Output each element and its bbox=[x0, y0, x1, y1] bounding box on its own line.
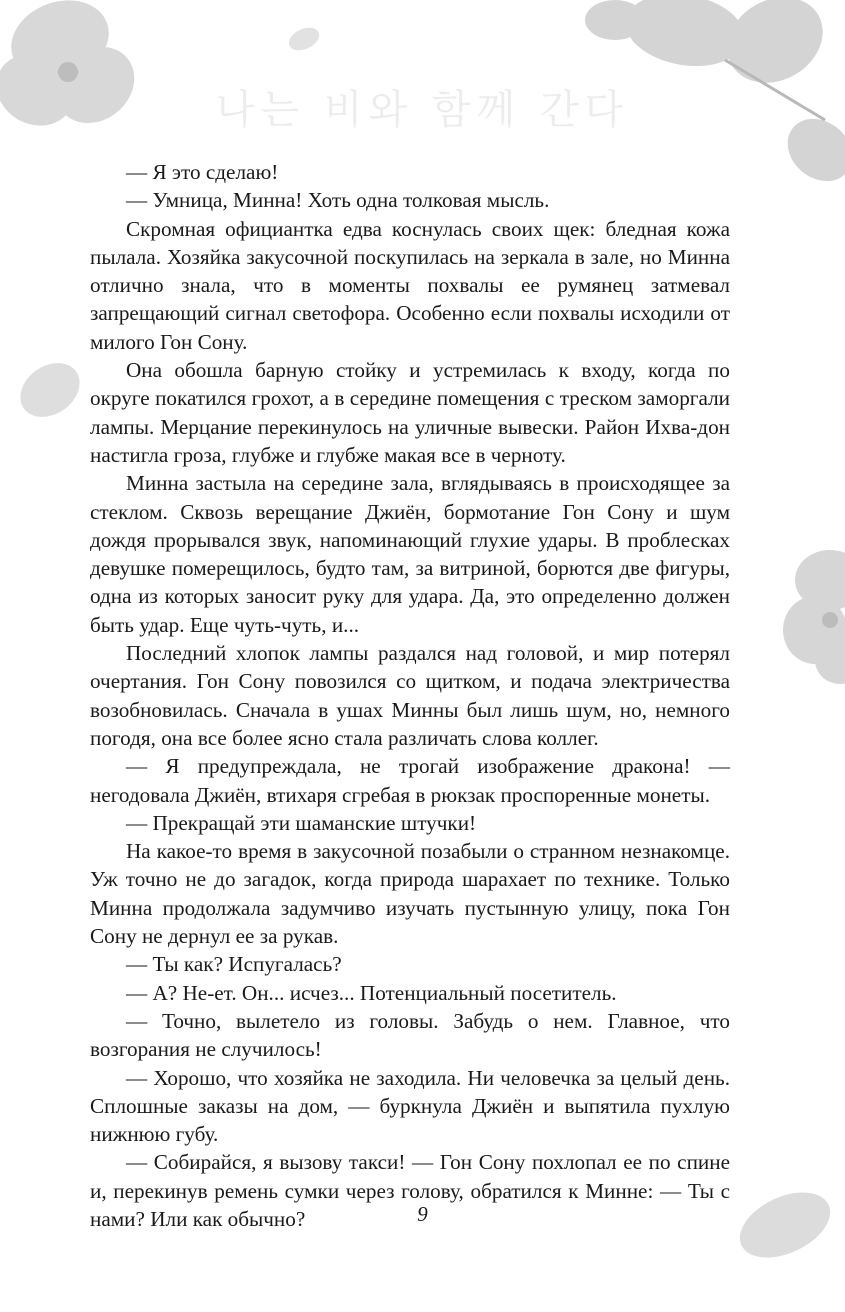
running-title: 나는 비와 함께 간다 bbox=[215, 87, 630, 133]
flower-decoration-right bbox=[770, 540, 845, 690]
petal-decoration-top bbox=[284, 24, 324, 54]
paragraph: — Ты как? Испугалась? bbox=[126, 952, 342, 977]
paragraph: Скромная официантка едва коснулась своих щек: бледная кожа пылала. Хозяйка закусочной поскупилась на зеркала в зале, но Минна отлично знала, что в моменты похвалы ее румянец затмевал запрещающий сигнал светофора. Особенно если похвалы исходили от милого Гон Сону. bbox=[90, 216, 730, 354]
paragraph: — Точно, вылетело из головы. Забудь о нем. Главное, что возгорания не случилось! bbox=[90, 1008, 730, 1062]
paragraph: На какое-то время в закусочной позабыли о странном незнакомце. Уж точно не до загадок, когда природа шарахает по технике. Только Минна продолжала задумчиво изучать пустынную улицу, пока Гон Сону не дернул ее за рукав. bbox=[90, 839, 730, 949]
paragraph: — Прекращай эти шаманские штучки! bbox=[126, 810, 477, 835]
page-number: 9 bbox=[417, 1202, 428, 1226]
paragraph: Минна застыла на середине зала, вглядываясь в происходящее за стеклом. Сквозь верещание Джиён, бормотание Гон Сону и шум дождя прорывался звук, напоминающий глухие удары. В проблесках девушке померещилось, будто там, за витриной, борются две фигуры, одна из которых заносит руку для удара. Да, это определенно должен быть удар. Еще чуть-чуть, и... bbox=[90, 471, 730, 637]
paragraph: — Я предупреждала, не трогай изображение дракона! — негодовала Джиён, втихаря сгребая в рюкзак проспоренные монеты. bbox=[90, 754, 730, 807]
paragraph: — Собирайся, я вызову такси! — Гон Сону похлопал ее по спине и, перекинув ремень сумки через голову, обратился к Минне: — Ты с нами? Или как обычно? bbox=[90, 1150, 730, 1231]
body-text bbox=[90, 158, 730, 1233]
paragraph: — Хорошо, что хозяйка не заходила. Ни человечка за целый день. Сплошные заказы на дом, — буркнула Джиён и выпятила пухлую нижнюю губу. bbox=[90, 1065, 730, 1147]
paragraph: Она обошла барную стойку и устремилась к входу, когда по округе покатился грохот, а в середине помещения с треском заморгали лампы. Мерцание перекинулось на уличные вывески. Район Ихва-дон настигла гроза, глубже и глубже макая все в черноту. bbox=[90, 358, 730, 467]
paragraph: — А? Не-ет. Он... исчез... Потенциальный посетитель. bbox=[126, 980, 617, 1005]
petal-decoration-left bbox=[10, 355, 90, 425]
paragraph: Последний хлопок лампы раздался над головой, и мир потерял очертания. Гон Сону повозился со щитком, и подача электричества возобновилась. Сначала в ушах Минны был лишь шум, но, немного погодя, она все более ясно стала различать слова коллег. bbox=[90, 641, 730, 750]
paragraph: — Умница, Минна! Хоть одна толковая мысль. bbox=[126, 188, 550, 213]
paragraph: — Я это сделаю! bbox=[126, 160, 279, 184]
